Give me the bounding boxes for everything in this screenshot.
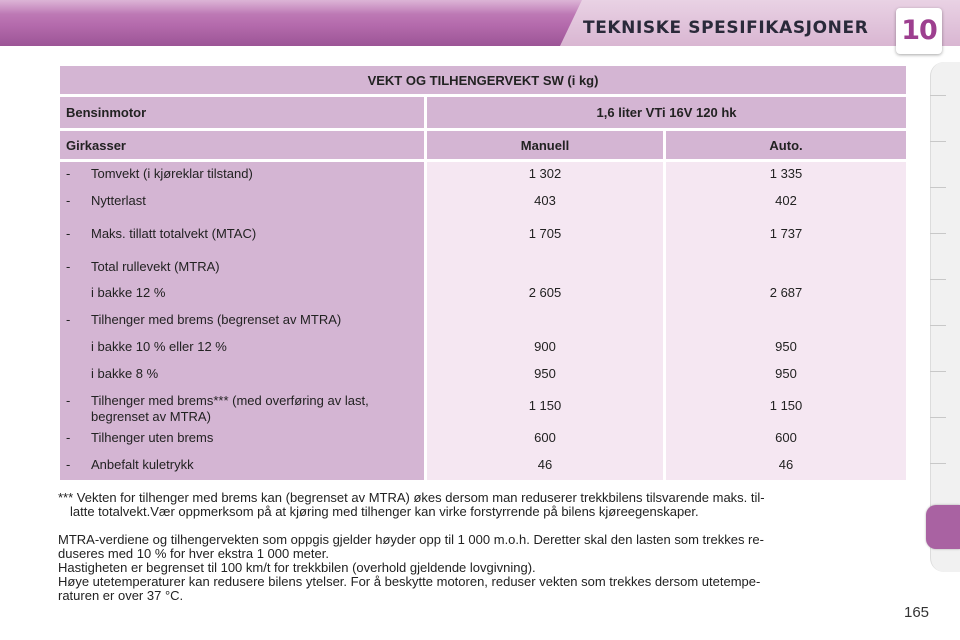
spec-manual-value: 2 605 — [528, 285, 562, 300]
spec-row-label: i bakke 8 % — [91, 366, 159, 381]
spec-manual-value: 403 — [534, 193, 556, 208]
footnote-line: latte totalvekt.Vær oppmerksom på at kjøring med tilhenger kan virke forstyrrende på bilens kjøreegenskaper. — [70, 504, 699, 519]
chapter-tab-divider — [930, 279, 946, 280]
footnote-line: *** Vekten for tilhenger med brems kan (begrenset av MTRA) økes dersom man reduserer trekkbilens tilsvarende maks. til- — [58, 490, 765, 505]
gearbox-auto-header: Auto. — [666, 131, 906, 159]
spec-row-label: - Tilhenger med brems (begrenset av MTRA) — [66, 312, 342, 327]
spec-row-label: i bakke 12 % — [91, 285, 166, 300]
note-line: MTRA-verdiene og tilhengervekten som oppgis gjelder høyder opp til 1 000 m.o.h. Deretter skal den lasten som trekkes re- — [58, 532, 764, 547]
spec-manual-value: 600 — [534, 430, 556, 445]
note-line: Hastigheten er begrenset til 100 km/t for trekkbilen (overhold gjeldende lovgivning). — [58, 560, 536, 575]
engine-value: 1,6 liter VTi 16V 120 hk — [427, 97, 906, 128]
chapter-tab-active[interactable] — [926, 505, 960, 549]
spec-auto-value — [672, 249, 900, 281]
weight-spec-table — [57, 63, 909, 483]
chapter-number-badge: 10 — [896, 8, 942, 54]
page-title: TEKNISKE SPESIFIKASJONER — [583, 18, 869, 38]
chapter-tab-divider — [930, 95, 946, 96]
spec-manual-value: 1 302 — [528, 166, 562, 181]
gearbox-manual-header: Manuell — [427, 131, 663, 159]
spec-manual-value: 1 150 — [528, 398, 562, 413]
note-line: raturen er over 37 °C. — [58, 588, 184, 603]
table-title: VEKT OG TILHENGERVEKT SW (i kg) — [60, 66, 906, 94]
spec-row-label: - Total rullevekt (MTRA) — [66, 259, 220, 274]
spec-row-label: - Anbefalt kuletrykk — [66, 457, 194, 472]
spec-manual-value: 900 — [534, 339, 556, 354]
gearbox-label: Girkasser — [60, 131, 424, 159]
manual-values — [427, 162, 663, 480]
spec-manual-value — [433, 308, 657, 335]
spec-auto-value: 600 — [775, 430, 797, 445]
spec-manual-value: 46 — [537, 457, 553, 472]
engine-label: Bensinmotor — [60, 97, 424, 128]
spec-row-label: - Tilhenger uten brems — [66, 430, 214, 445]
note-line: duseres med 10 % for hver ekstra 1 000 meter. — [58, 546, 329, 561]
chapter-tab-divider — [930, 463, 946, 464]
chapter-tab-divider — [930, 417, 946, 418]
spec-auto-value: 1 335 — [769, 166, 803, 181]
spec-auto-value: 1 737 — [769, 226, 803, 241]
towing-notes — [58, 533, 904, 603]
footnote — [58, 491, 904, 519]
spec-auto-value: 2 687 — [769, 285, 803, 300]
chapter-tab-divider — [930, 187, 946, 188]
spec-row-label: - Tomvekt (i kjøreklar tilstand) — [66, 166, 253, 181]
spec-auto-value: 46 — [778, 457, 794, 472]
chapter-tab-divider — [930, 371, 946, 372]
page-number: 165 — [904, 604, 930, 621]
spec-row-label: i bakke 10 % eller 12 % — [91, 339, 227, 354]
spec-manual-value — [433, 249, 657, 281]
spec-labels — [60, 162, 424, 480]
spec-auto-value — [672, 308, 900, 335]
spec-auto-value: 1 150 — [769, 398, 803, 413]
spec-row-label: - Nytterlast — [66, 193, 146, 208]
chapter-tab-divider — [930, 141, 946, 142]
spec-auto-value: 950 — [775, 339, 797, 354]
spec-row-label: - Maks. tillatt totalvekt (MTAC) — [66, 226, 257, 241]
spec-auto-value: 402 — [775, 193, 797, 208]
chapter-tab-strip — [930, 62, 960, 572]
spec-row-label: - Tilhenger med brems*** (med overføring av last, begrenset av MTRA) — [66, 393, 369, 424]
auto-values — [666, 162, 906, 480]
spec-manual-value: 1 705 — [528, 226, 562, 241]
chapter-tab-divider — [930, 325, 946, 326]
chapter-tab-divider — [930, 233, 946, 234]
note-line: Høye utetemperaturer kan redusere bilens ytelser. For å beskytte motoren, reduser vekten som trekkes dersom utetempe- — [58, 574, 761, 589]
spec-auto-value: 950 — [775, 366, 797, 381]
spec-manual-value: 950 — [534, 366, 556, 381]
